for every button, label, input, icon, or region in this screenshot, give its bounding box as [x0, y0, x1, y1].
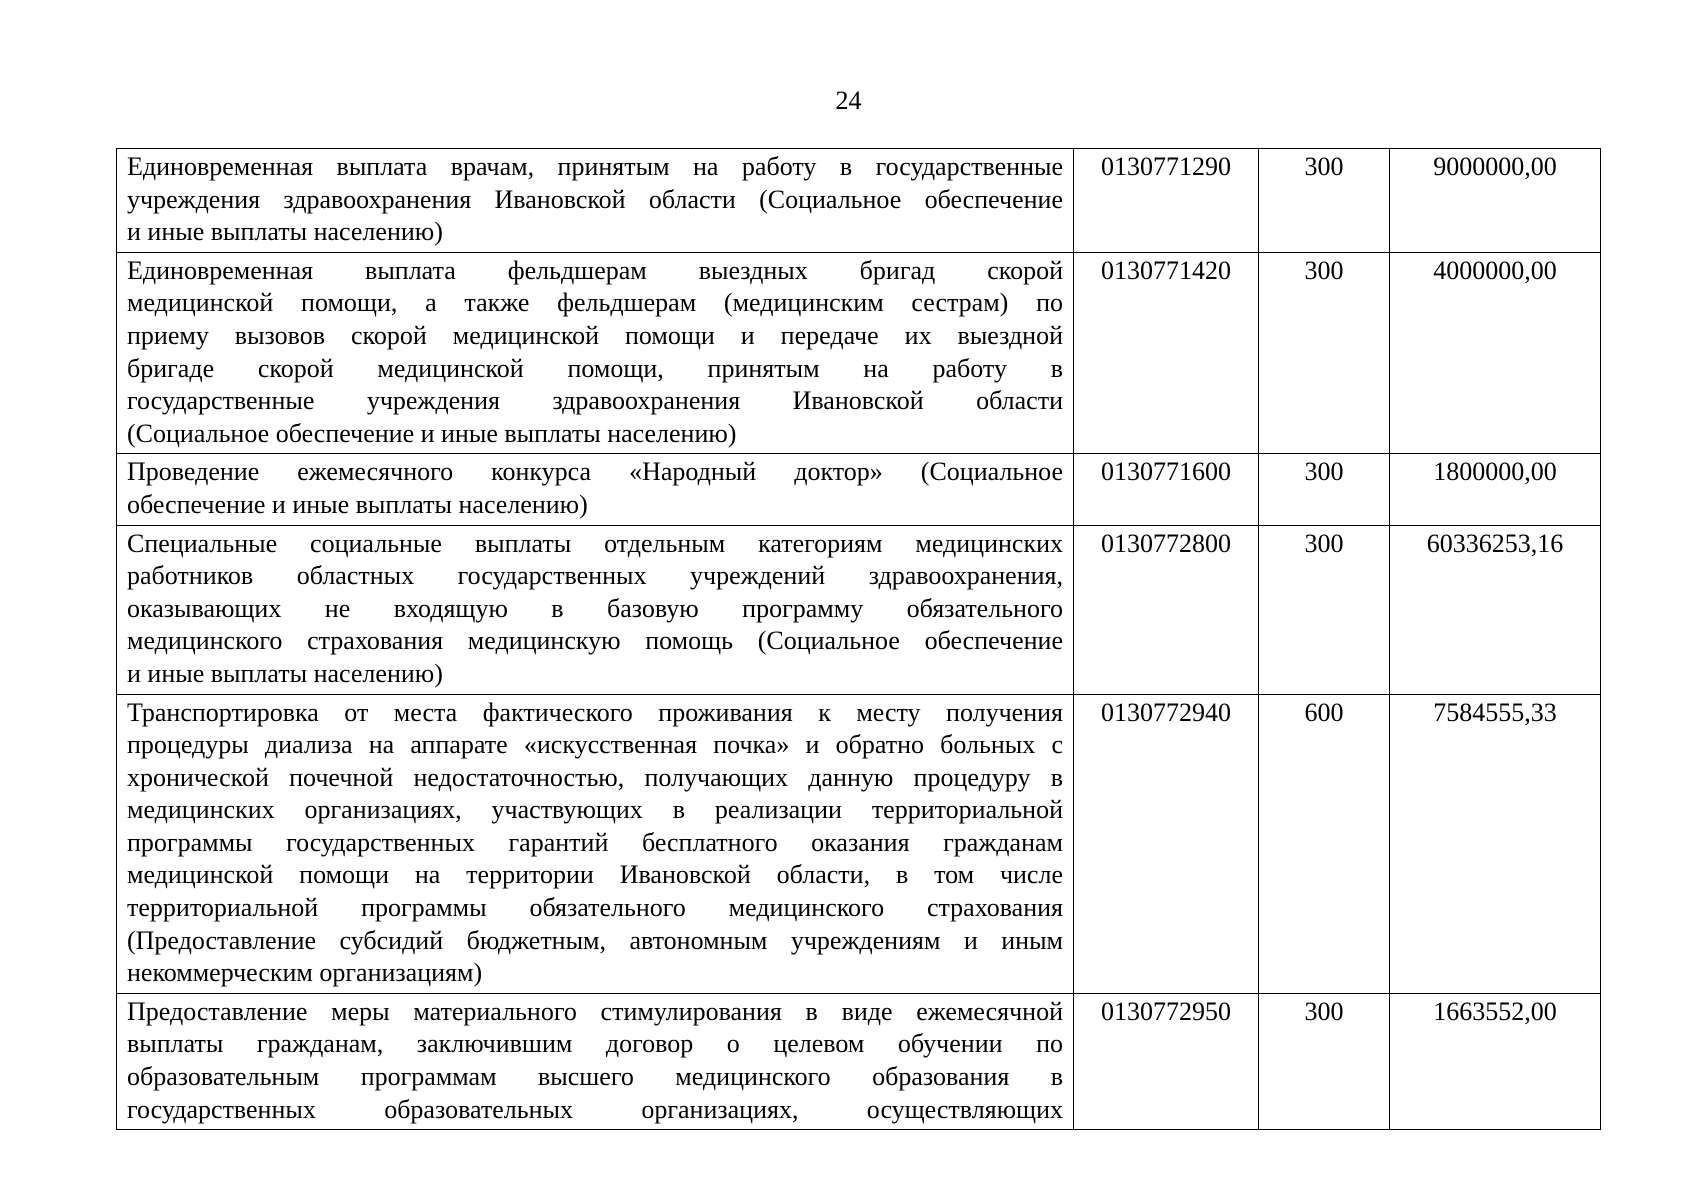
description-line: территориальной программы обязательного медицинского страхования: [127, 893, 1063, 923]
description-line: медицинских организациях, участвующих в реализации территориальной: [127, 795, 1063, 825]
row-expense-type: 300: [1259, 149, 1390, 253]
description-line: выплаты гражданам, заключившим договор о целевом обучении по: [127, 1029, 1063, 1059]
row-target-code: 0130772950: [1074, 993, 1259, 1129]
description-line: приему вызовов скорой медицинской помощи и передаче их выездной: [127, 320, 1063, 350]
row-expense-type: 300: [1259, 993, 1390, 1129]
description-line: Проведение ежемесячного конкурса «Народный доктор» (Социальное: [127, 457, 1063, 487]
row-description: [117, 694, 1074, 993]
description-line: оказывающих не входящую в базовую программу обязательного: [127, 593, 1063, 623]
row-amount: 60336253,16: [1390, 525, 1601, 694]
description-line: работников областных государственных учреждений здравоохранения,: [127, 561, 1063, 591]
description-line: Транспортировка от места фактического проживания к месту получения: [127, 697, 1063, 727]
description-line: хронической почечной недостаточностью, получающих данную процедуру в: [127, 762, 1063, 792]
description-line: государственных образовательных организациях, осуществляющих: [127, 1094, 1063, 1124]
description-line: медицинской помощи, а также фельдшерам (медицинским сестрам) по: [127, 288, 1063, 318]
description-line: Единовременная выплата врачам, принятым на работу в государственные: [127, 152, 1063, 181]
row-amount: 9000000,00: [1390, 149, 1601, 253]
page-number: 24: [835, 86, 862, 115]
row-description: [117, 525, 1074, 694]
description-line: Единовременная выплата фельдшерам выездных бригад скорой: [127, 255, 1063, 285]
description-line: учреждения здравоохранения Ивановской области (Социальное обеспечение: [127, 184, 1063, 214]
table-row: [117, 525, 1601, 694]
row-expense-type: 300: [1259, 525, 1390, 694]
row-target-code: 0130772940: [1074, 694, 1259, 993]
row-description: [117, 993, 1074, 1129]
row-amount: 7584555,33: [1390, 694, 1601, 993]
row-target-code: 0130772800: [1074, 525, 1259, 694]
description-line: и иные выплаты населению): [127, 217, 443, 247]
row-target-code: 0130771600: [1074, 454, 1259, 525]
row-description: [117, 454, 1074, 525]
description-line: обеспечение и иные выплаты населению): [127, 489, 588, 519]
description-line: медицинского страхования медицинскую помощь (Социальное обеспечение: [127, 626, 1063, 656]
description-line: образовательным программам высшего медицинского образования в: [127, 1062, 1063, 1092]
description-line: некоммерческим организациям): [127, 958, 483, 988]
description-line: (Предоставление субсидий бюджетным, автономным учреждениям и иным: [127, 925, 1063, 955]
row-amount: 1663552,00: [1390, 993, 1601, 1129]
table-row: [117, 694, 1601, 993]
table-row: [117, 993, 1601, 1129]
description-line: медицинской помощи на территории Ивановской области, в том числе: [127, 860, 1063, 890]
table-row: [117, 149, 1601, 253]
row-expense-type: 300: [1259, 454, 1390, 525]
table-row: [117, 454, 1601, 525]
row-description: [117, 252, 1074, 454]
description-line: государственные учреждения здравоохранения Ивановской области: [127, 386, 1063, 416]
budget-table-body: [117, 149, 1601, 1130]
description-line: (Социальное обеспечение и иные выплаты населению): [127, 418, 737, 448]
row-target-code: 0130771420: [1074, 252, 1259, 454]
description-line: и иные выплаты населению): [127, 658, 443, 688]
description-line: Предоставление меры материального стимулирования в виде ежемесячной: [127, 996, 1063, 1026]
table-row: [117, 252, 1601, 454]
row-expense-type: 300: [1259, 252, 1390, 454]
description-line: бригаде скорой медицинской помощи, принятым на работу в: [127, 353, 1063, 383]
row-amount: 1800000,00: [1390, 454, 1601, 525]
row-amount: 4000000,00: [1390, 252, 1601, 454]
description-line: процедуры диализа на аппарате «искусственная почка» и обратно больных с: [127, 730, 1063, 760]
row-description: [117, 149, 1074, 253]
row-target-code: 0130771290: [1074, 149, 1259, 253]
budget-table: [116, 148, 1601, 1130]
row-expense-type: 600: [1259, 694, 1390, 993]
description-line: программы государственных гарантий бесплатного оказания гражданам: [127, 827, 1063, 857]
description-line: Специальные социальные выплаты отдельным категориям медицинских: [127, 528, 1063, 558]
